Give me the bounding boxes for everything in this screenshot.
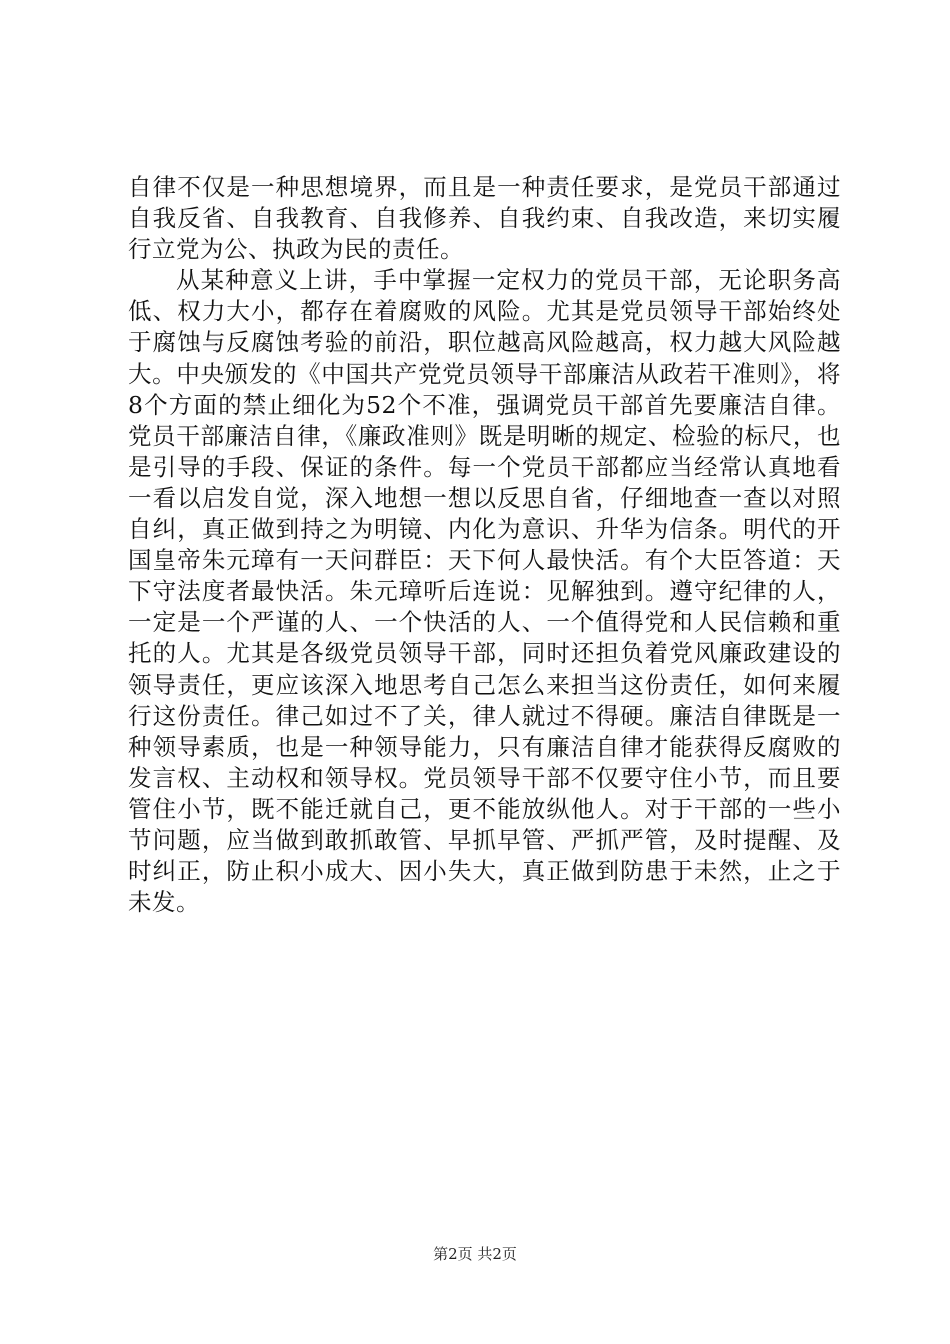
paragraph-main: 从某种意义上讲，手中掌握一定权力的党员干部，无论职务高低、权力大小，都存在着腐败的风险。尤其是党员领导干部始终处于腐蚀与反腐蚀考验的前沿，职位越高风险越高，权力越大风险越大。中央颁发的《中国共产党党员领导干部廉洁从政若干准则》，将8个方面的禁止细化为52个不准，强调党员干部首先要廉洁自律。党员干部廉洁自律，《廉政准则》既是明晰的规定、检验的标尺，也是引导的手段、保证的条件。每一个党员干部都应当经常认真地看一看以启发自觉，深入地想一想以反思自省，仔细地查一查以对照自纠，真正做到持之为明镜、内化为意识、升华为信条。明代的开国皇帝朱元璋有一天问群臣：天下何人最快活。有个大臣答道：天下守法度者最快活。朱元璋听后连说：见解独到。遵守纪律的人，一定是一个严谨的人、一个快活的人、一个值得党和人民信赖和重托的人。尤其是各级党员领导干部，同时还担负着党风廉政建设的领导责任，更应该深入地思考自己怎么来担当这份责任，如何来履行这份责任。律己如过不了关，律人就过不得硬。廉洁自律既是一种领导素质，也是一种领导能力，只有廉洁自律才能获得反腐败的发言权、主动权和领导权。党员领导干部不仅要守住小节，而且要管住小节，既不能迁就自己，更不能放纵他人。对于干部的一些小节问题，应当做到敢抓敢管、早抓早管、严抓严管，及时提醒、及时纠正，防止积小成大、因小失大，真正做到防患于未然，止之于未发。: [128, 266, 841, 917]
page-footer: 第2页 共2页: [433, 1245, 517, 1263]
body-text: [128, 172, 841, 918]
paragraph-continuation: 自律不仅是一种思想境界，而且是一种责任要求，是党员干部通过自我反省、自我教育、自我修养、自我约束、自我改造，来切实履行立党为公、执政为民的责任。: [128, 173, 841, 264]
